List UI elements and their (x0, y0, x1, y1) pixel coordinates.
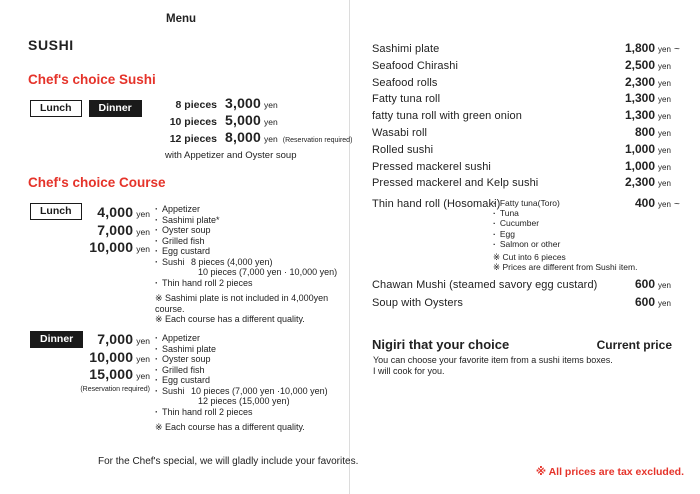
extra-items-list (372, 277, 686, 312)
item-price (617, 75, 686, 89)
price-unit: yen (658, 128, 671, 138)
sushi-label: · Sushi (155, 386, 191, 397)
meal-badges (30, 100, 142, 117)
price-unit: yen (658, 281, 671, 290)
item-name: Wasabi roll (372, 126, 428, 139)
pieces-label: 12 pieces (169, 133, 217, 145)
course-price (40, 239, 150, 257)
hosomaki-note: ※ Prices are different from Sushi item. (493, 262, 638, 273)
lunch-course-badge: Lunch (30, 203, 82, 220)
price-amount: 2,500 (624, 57, 655, 72)
nigiri-section (372, 337, 686, 354)
price-note: (Reservation required) (282, 137, 353, 144)
item-price (617, 125, 686, 139)
item-price (617, 91, 686, 105)
price-amount: 600 (634, 277, 655, 291)
price-amount: 15,000 (89, 366, 134, 382)
chefs-special-note: For the Chef's special, we will gladly include your favorites. (98, 456, 359, 467)
item-price (617, 277, 686, 291)
price-unit: yen (264, 117, 278, 127)
pieces-label: 10 pieces (169, 116, 217, 128)
menu-item-row (372, 277, 686, 295)
course-item: · Appetizer (155, 333, 355, 344)
course-item: · Grilled fish (155, 365, 355, 376)
course-item: · Oyster soup (155, 225, 355, 236)
course-item: · Egg custard (155, 246, 355, 257)
dinner-course-badge: Dinner (30, 331, 83, 348)
item-name: Chawan Mushi (steamed savory egg custard) (372, 279, 598, 291)
price-unit: yen (136, 209, 150, 219)
price-amount: 2,300 (624, 175, 655, 190)
chefs-choice-course-heading: Chef's choice Course (28, 175, 166, 190)
price-amount: 1,000 (624, 141, 655, 156)
price-unit: yen (136, 353, 150, 364)
hosomaki-varieties (493, 198, 560, 249)
course-note: ※ Each course has a different quality. (155, 314, 305, 324)
item-name: Thin hand roll (Hosomaki) (372, 198, 501, 210)
lunch-course-prices (40, 204, 150, 257)
price-unit: yen (136, 371, 150, 381)
item-name: Seafood Chirashi (372, 59, 458, 72)
variety-item: · Egg (493, 229, 560, 239)
dinner-course-items (155, 333, 355, 433)
price-row (150, 129, 352, 146)
variety-item: · Salmon or other (493, 239, 560, 249)
course-item: · Thin hand roll 2 pieces (155, 278, 355, 289)
chefs-sushi-footnote: with Appetizer and Oyster soup (165, 150, 297, 161)
sushi-pieces-line: 12 pieces (15,000 yen) (198, 396, 290, 406)
course-price (40, 366, 150, 384)
course-item-sushi (155, 386, 355, 397)
item-price (617, 196, 686, 210)
price-row (150, 95, 352, 112)
price-unit: yen (658, 145, 671, 155)
item-name: Sashimi plate (372, 43, 440, 55)
price-amount: 400 (634, 196, 655, 210)
price-unit: yen (658, 61, 671, 71)
price-amount: 3,000 (225, 95, 262, 111)
price-unit: yen (264, 100, 278, 110)
lunch-badge: Lunch (30, 100, 82, 117)
price-unit: yen (658, 200, 671, 209)
price-unit: yen (658, 162, 671, 172)
price-amount: 10,000 (89, 348, 134, 365)
tax-excluded-note: ※ All prices are tax excluded. (535, 466, 684, 478)
menu-item-row (372, 108, 686, 125)
price-amount: 800 (634, 124, 655, 139)
item-name: Pressed mackerel sushi (372, 160, 491, 173)
price-unit: yen (658, 78, 671, 88)
hosomaki-notes (493, 252, 637, 272)
dinner-badge: Dinner (89, 100, 142, 117)
menu-item-row (372, 159, 686, 176)
price-unit: yen (264, 134, 278, 144)
menu-item-row (372, 75, 686, 92)
pieces-label: 8 pieces (175, 99, 217, 111)
sushi-pieces-line: 8 pieces (4,000 yen) (191, 256, 273, 267)
price-unit: yen (136, 336, 150, 346)
menu-item-row (372, 142, 686, 159)
chefs-sushi-price-table (150, 95, 352, 146)
price-amount: 8,000 (225, 129, 262, 145)
price-amount: 4,000 (97, 204, 134, 220)
lunch-course-items (155, 204, 355, 325)
item-price (617, 295, 686, 309)
course-item: · Sashimi plate (155, 344, 355, 355)
course-price (40, 222, 150, 240)
nigiri-description-line: You can choose your favorite item from a sushi items boxes. (373, 355, 613, 365)
variety-item: · Cucumber (493, 218, 560, 228)
item-name: Seafood rolls (372, 76, 438, 89)
course-item: · Appetizer (155, 204, 355, 215)
menu-item-row (372, 125, 686, 142)
price-unit: yen (658, 95, 671, 105)
hosomaki-note: ※ Cut into 6 pieces (493, 252, 566, 262)
page-title: SUSHI (28, 37, 74, 53)
price-unit: yen (658, 179, 671, 189)
course-item: · Egg custard (155, 375, 355, 386)
item-price (617, 58, 686, 72)
current-price-label: Current price (596, 338, 672, 352)
menu-item-row (372, 175, 686, 192)
price-amount: 1,800 (624, 41, 655, 55)
menu-item-row (372, 41, 686, 58)
item-price (617, 159, 686, 173)
course-note: ※ Each course has a different quality. (155, 422, 305, 432)
sushi-pieces-line: 10 pieces (7,000 yen ·10,000 yen) (191, 385, 328, 396)
menu-item-row (372, 295, 686, 313)
menu-label: Menu (166, 13, 197, 25)
price-unit: yen (136, 244, 150, 254)
course-price (40, 331, 150, 349)
price-unit: yen (136, 226, 150, 237)
sushi-pieces-line: 10 pieces (7,000 yen · 10,000 yen) (198, 267, 338, 277)
course-item-sushi (155, 257, 355, 268)
course-notes (155, 293, 355, 325)
nigiri-heading: Nigiri that your choice (372, 337, 510, 352)
menu-item-row (372, 91, 686, 108)
item-name: fatty tuna roll with green onion (372, 110, 522, 123)
price-suffix: ~ (674, 44, 680, 55)
chefs-choice-sushi-heading: Chef's choice Sushi (28, 72, 156, 87)
course-item: · Thin hand roll 2 pieces (155, 407, 355, 418)
price-row (150, 112, 352, 129)
price-unit: yen (658, 45, 671, 54)
price-amount: 7,000 (97, 221, 134, 238)
menu-item-row (372, 58, 686, 75)
item-price (617, 108, 686, 122)
sushi-label: · Sushi (155, 257, 191, 268)
item-price (617, 142, 686, 156)
course-item: · Grilled fish (155, 236, 355, 247)
price-unit: yen (658, 298, 671, 308)
price-suffix: ~ (674, 199, 680, 210)
dinner-course-prices (40, 331, 150, 393)
price-amount: 2,300 (624, 74, 655, 89)
nigiri-heading-row (372, 337, 686, 354)
course-note: ※ Sashimi plate is not included in 4,000yen course. (155, 293, 329, 314)
item-name: Fatty tuna roll (372, 93, 441, 106)
price-amount: 1,300 (624, 91, 655, 106)
price-amount: 10,000 (89, 239, 134, 255)
price-amount: 5,000 (225, 112, 262, 128)
variety-item: · Tuna (493, 208, 560, 218)
course-price (40, 349, 150, 367)
item-name: Rolled sushi (372, 143, 434, 156)
course-notes (155, 422, 355, 433)
a-la-carte-list (372, 41, 686, 192)
reservation-note: (Reservation required) (80, 385, 150, 393)
item-price (617, 175, 686, 189)
item-name: Soup with Oysters (372, 296, 463, 309)
price-amount: 1,300 (624, 108, 655, 123)
course-price (40, 204, 150, 222)
price-amount: 1,000 (624, 158, 655, 173)
price-amount: 7,000 (97, 331, 134, 347)
nigiri-description (373, 355, 613, 377)
item-price (617, 41, 686, 55)
variety-item: · Fatty tuna(Toro) (493, 198, 560, 208)
price-unit: yen (658, 112, 671, 122)
course-item: · Oyster soup (155, 354, 355, 365)
price-amount: 600 (634, 294, 655, 309)
nigiri-description-line: I will cook for you. (373, 365, 445, 376)
course-item: · Sashimi plate* (155, 215, 355, 226)
item-name: Pressed mackerel and Kelp sushi (372, 177, 539, 190)
